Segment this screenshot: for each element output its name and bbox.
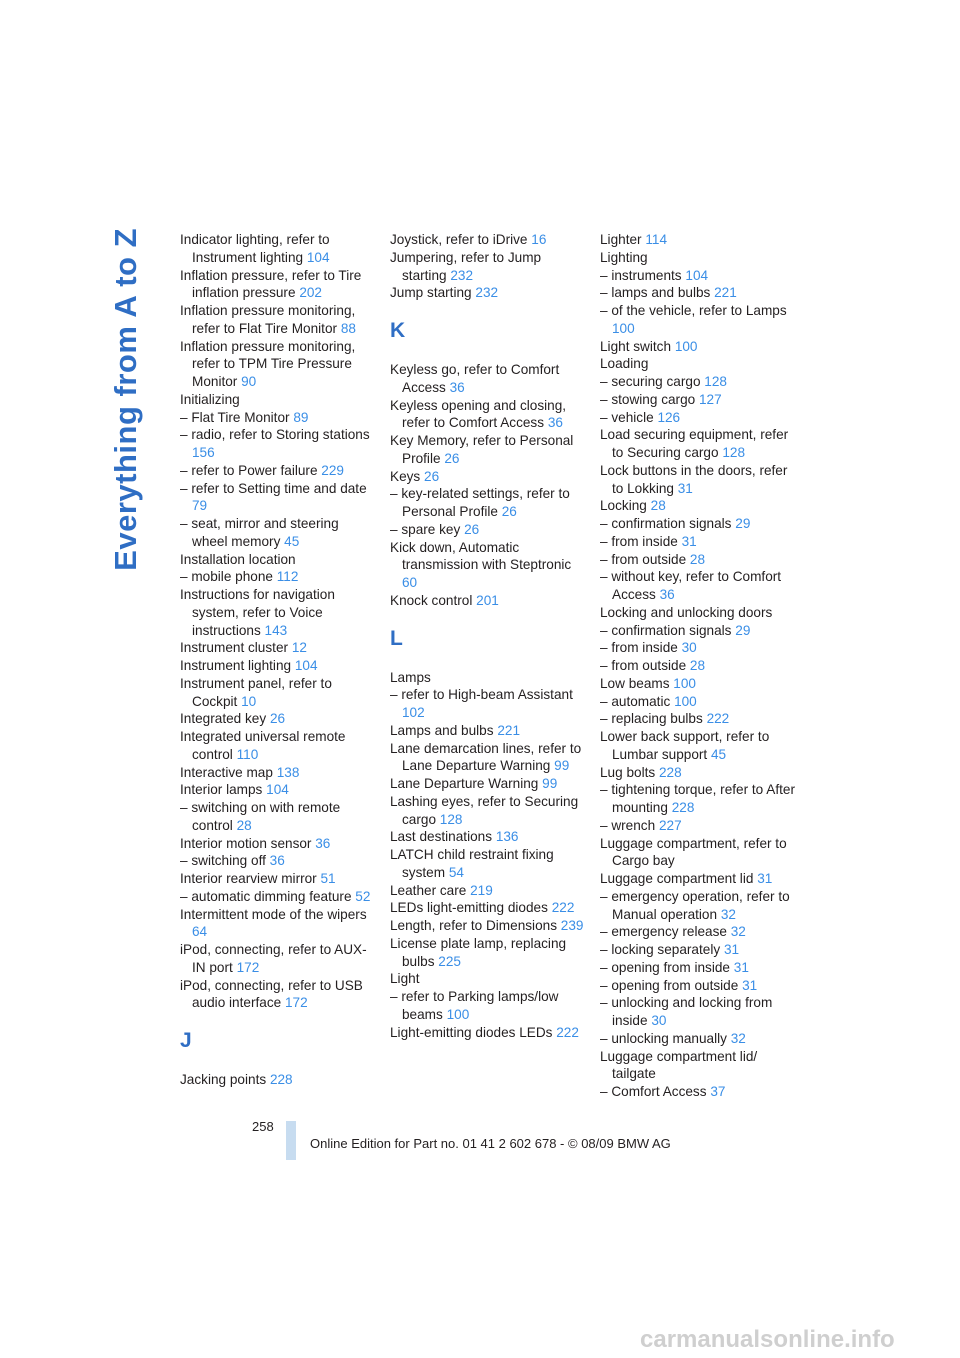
page-reference-link[interactable]: 232 xyxy=(475,285,499,301)
index-entry xyxy=(600,409,796,427)
index-entry xyxy=(600,391,796,409)
page-reference-link[interactable]: 172 xyxy=(284,995,308,1011)
page-reference-link[interactable]: 232 xyxy=(450,267,474,283)
index-entry-text: Lamps xyxy=(390,669,431,685)
index-entry xyxy=(180,906,376,942)
index-entry xyxy=(390,361,586,397)
index-entry-text: Knock control xyxy=(390,592,473,608)
index-entry-text: Jacking points xyxy=(180,1072,267,1087)
index-entry xyxy=(180,710,376,728)
page-reference-link[interactable]: 79 xyxy=(192,498,208,514)
index-entry-text: Instrument cluster xyxy=(180,640,289,656)
index-entry-text: Last destinations xyxy=(390,829,493,845)
page-reference-link[interactable]: 36 xyxy=(315,835,331,851)
index-entry xyxy=(600,923,796,941)
page-reference-link[interactable]: 26 xyxy=(464,521,480,537)
index-entry xyxy=(600,977,796,995)
index-entry-text: Installation location xyxy=(180,551,296,567)
index-entry xyxy=(600,249,796,267)
index-entry-text: Jump starting xyxy=(390,285,472,301)
index-entry-text: Lashing eyes, refer to Securing cargo xyxy=(390,793,579,827)
page-reference-link[interactable]: 36 xyxy=(547,415,563,431)
page-reference-link[interactable]: 10 xyxy=(241,693,257,709)
page-reference-link[interactable]: 64 xyxy=(192,924,208,940)
page-reference-link[interactable]: 29 xyxy=(735,622,751,638)
index-entry xyxy=(390,722,586,740)
page-reference-link[interactable]: 128 xyxy=(439,811,463,827)
index-entry-text: LATCH child restraint fixing system xyxy=(390,847,554,880)
index-entry-text: Inflation pressure monitoring, refer to TPM Tire Pressure Monitor xyxy=(180,338,356,389)
index-entry xyxy=(180,302,376,338)
index-entry-text: Leather care xyxy=(390,882,467,898)
page-reference-link[interactable]: 221 xyxy=(714,285,737,301)
page-reference-link[interactable]: 28 xyxy=(689,658,706,673)
index-entry xyxy=(390,539,586,592)
index-entry xyxy=(600,710,796,728)
page-reference-link[interactable]: 31 xyxy=(681,533,697,549)
index-entry-text: Lamps and bulbs xyxy=(390,722,494,738)
index-entry xyxy=(600,888,796,924)
index-entry-text: – vehicle xyxy=(600,409,654,425)
page-reference-link[interactable]: 229 xyxy=(321,462,344,478)
page-reference-link[interactable]: 222 xyxy=(551,900,575,916)
index-entry-text: Jumpering, refer to Jump starting xyxy=(390,249,542,283)
index-entry xyxy=(600,267,796,285)
index-entry-text: – automatic xyxy=(600,693,671,709)
index-entry-text: – of the vehicle, refer to Lamps xyxy=(600,303,787,318)
page-reference-link[interactable]: 31 xyxy=(733,959,749,975)
index-entry-text: – switching off xyxy=(180,853,266,869)
index-entry xyxy=(600,497,796,515)
index-entry xyxy=(180,568,376,586)
index-entry xyxy=(600,426,796,462)
index-entry-text: – opening from inside xyxy=(600,959,730,975)
index-entry xyxy=(390,284,586,302)
index-entry xyxy=(390,917,586,935)
index-entry-text: Length, refer to Dimensions xyxy=(390,918,557,933)
index-entry xyxy=(600,1048,796,1084)
page-reference-link[interactable]: 110 xyxy=(236,746,259,762)
page-reference-link[interactable]: 26 xyxy=(424,468,440,484)
page-reference-link[interactable]: 88 xyxy=(340,320,356,336)
index-entry xyxy=(390,828,586,846)
index-entry-text: – unlocking and locking from inside xyxy=(600,995,773,1028)
index-entry xyxy=(180,781,376,799)
page-reference-link[interactable]: 45 xyxy=(284,533,300,549)
index-entry-text: Light-emitting diodes LEDs xyxy=(390,1024,553,1040)
page-reference-link[interactable]: 127 xyxy=(699,391,722,407)
index-entry xyxy=(390,899,586,917)
index-entry xyxy=(390,988,586,1024)
index-entry-text: Joystick, refer to iDrive xyxy=(390,232,528,247)
index-entry-text: Lane demarcation lines, refer to Lane Departure Warning xyxy=(390,740,582,774)
index-entry xyxy=(180,941,376,977)
page-reference-link[interactable]: 104 xyxy=(266,782,289,798)
page-reference-link[interactable]: 26 xyxy=(501,504,517,519)
page-reference-link[interactable]: 37 xyxy=(710,1084,726,1099)
index-entry-text: – automatic dimming feature xyxy=(180,888,352,904)
index-entry-text: Interior rearview mirror xyxy=(180,871,317,886)
index-entry xyxy=(600,639,796,657)
index-entry xyxy=(180,835,376,853)
page-reference-link[interactable]: 99 xyxy=(542,776,558,791)
index-entry-text: iPod, connecting, refer to AUX-IN port xyxy=(180,942,367,975)
index-entry xyxy=(390,468,586,486)
section-letter-heading: L xyxy=(390,626,403,650)
page-reference-link[interactable]: 100 xyxy=(446,1006,470,1022)
page-reference-link[interactable]: 100 xyxy=(612,320,635,336)
index-entry-text: Interior motion sensor xyxy=(180,835,312,851)
index-entry-text: Integrated universal remote control xyxy=(180,729,346,762)
index-entry xyxy=(600,781,796,817)
index-entry xyxy=(180,515,376,551)
page-reference-link[interactable]: 28 xyxy=(650,498,666,514)
index-entry xyxy=(180,799,376,835)
index-entry-text: – stowing cargo xyxy=(600,391,696,407)
index-entry-text: Lane Departure Warning xyxy=(390,776,539,791)
index-entry-text: Keyless opening and closing, refer to Comfort Access xyxy=(390,397,567,431)
index-entry xyxy=(390,485,586,521)
index-entry-text: – from outside xyxy=(600,551,687,567)
page-reference-link[interactable]: 28 xyxy=(236,817,252,833)
index-entry xyxy=(600,817,796,835)
index-entry xyxy=(390,1024,586,1042)
index-entry xyxy=(180,870,376,888)
index-entry-text: – from outside xyxy=(600,658,687,673)
page-reference-link[interactable]: 136 xyxy=(495,829,519,845)
page-reference-link[interactable]: 32 xyxy=(730,924,746,940)
index-entry-text: Lighter xyxy=(600,232,642,247)
index-entry-text: Luggage compartment lid xyxy=(600,871,754,886)
page-reference-link[interactable]: 219 xyxy=(470,882,493,898)
index-entry-text: Luggage compartment, refer to Cargo bay xyxy=(600,835,787,869)
page-reference-link[interactable]: 89 xyxy=(293,409,309,425)
index-entry xyxy=(600,622,796,640)
page-reference-link[interactable]: 222 xyxy=(556,1024,579,1040)
index-entry xyxy=(390,882,586,900)
page-reference-link[interactable]: 222 xyxy=(706,711,730,727)
index-entry-text: – spare key xyxy=(390,521,461,537)
index-entry-text: Keyless go, refer to Comfort Access xyxy=(390,362,560,395)
index-entry xyxy=(600,231,796,249)
index-entry xyxy=(390,970,586,988)
index-entry xyxy=(180,391,376,409)
index-column-2 xyxy=(390,231,586,1041)
index-entry xyxy=(180,480,376,516)
page-reference-link[interactable]: 104 xyxy=(294,658,318,673)
page-reference-link[interactable]: 114 xyxy=(645,232,668,247)
index-entry-text: – confirmation signals xyxy=(600,622,732,638)
page-reference-link[interactable]: 128 xyxy=(704,374,727,389)
page-reference-link[interactable]: 172 xyxy=(236,959,260,975)
index-column-1 xyxy=(180,231,376,1089)
index-entry-text: – from inside xyxy=(600,640,678,656)
page-reference-link[interactable]: 112 xyxy=(276,569,299,585)
index-entry-text: Load securing equipment, refer to Securing cargo xyxy=(600,427,789,460)
page-reference-link[interactable]: 202 xyxy=(299,285,322,301)
page-reference-link[interactable]: 29 xyxy=(735,516,751,531)
index-entry xyxy=(600,1083,796,1101)
index-entry-text: – refer to Setting time and date xyxy=(180,480,367,496)
page-reference-link[interactable]: 104 xyxy=(306,249,330,265)
index-entry-text: Light switch xyxy=(600,338,672,354)
index-entry xyxy=(180,657,376,675)
index-entry xyxy=(600,693,796,711)
index-entry-text: Interactive map xyxy=(180,764,273,780)
index-entry-text: – refer to Parking lamps/low beams xyxy=(390,989,559,1022)
index-entry-text: Lighting xyxy=(600,249,648,265)
page-reference-link[interactable]: 228 xyxy=(658,764,682,780)
index-entry xyxy=(600,533,796,551)
index-entry xyxy=(600,302,796,338)
index-entry-text: – confirmation signals xyxy=(600,516,732,531)
page-reference-link[interactable]: 100 xyxy=(674,338,698,354)
index-entry xyxy=(390,935,586,971)
index-entry-text: LEDs light-emitting diodes xyxy=(390,900,548,916)
page-reference-link[interactable]: 51 xyxy=(320,871,336,886)
index-entry-text: Light xyxy=(390,971,420,987)
index-entry-text: – instruments xyxy=(600,267,682,283)
index-entry-text: Lower back support, refer to Lumbar support xyxy=(600,729,770,762)
section-letter-heading: K xyxy=(390,319,406,342)
index-entry-text: – refer to High-beam Assistant xyxy=(390,687,573,703)
index-entry xyxy=(600,728,796,764)
index-entry-text: – locking separately xyxy=(600,942,721,957)
index-entry xyxy=(600,355,796,373)
index-entry xyxy=(390,592,586,610)
index-entry-text: Intermittent mode of the wipers xyxy=(180,906,367,922)
index-entry xyxy=(600,338,796,356)
index-entry xyxy=(180,639,376,657)
index-entry xyxy=(180,551,376,569)
index-entry-text: – opening from outside xyxy=(600,977,739,993)
page-reference-link[interactable]: 30 xyxy=(651,1013,667,1028)
page-reference-link[interactable]: 239 xyxy=(560,918,584,933)
index-entry xyxy=(180,675,376,711)
page-reference-link[interactable]: 26 xyxy=(444,450,460,466)
index-entry-text: – emergency release xyxy=(600,924,727,940)
index-entry-text: – Comfort Access xyxy=(600,1084,707,1099)
page-reference-link[interactable]: 45 xyxy=(711,746,727,762)
page-reference-link[interactable]: 28 xyxy=(689,551,706,567)
page-reference-link[interactable]: 228 xyxy=(671,800,695,815)
index-entry xyxy=(600,284,796,302)
index-entry-text: – wrench xyxy=(600,817,656,833)
index-entry-text: – unlocking manually xyxy=(600,1030,727,1046)
index-entry-text: – seat, mirror and steering wheel memory xyxy=(180,516,339,549)
index-entry xyxy=(600,462,796,498)
index-entry-text: Inflation pressure monitoring, refer to Flat Tire Monitor xyxy=(180,303,356,336)
index-column-3 xyxy=(600,231,796,1101)
index-entry xyxy=(390,249,586,285)
index-entry-text: – refer to Power failure xyxy=(180,462,318,478)
page-reference-link[interactable]: 36 xyxy=(449,379,465,395)
index-entry-text: – switching on with remote control xyxy=(180,800,341,833)
page-reference-link[interactable]: 225 xyxy=(438,953,461,969)
index-entry xyxy=(600,551,796,569)
index-entry xyxy=(600,675,796,693)
page-reference-link[interactable]: 52 xyxy=(355,888,371,904)
page-reference-link[interactable]: 36 xyxy=(659,587,675,602)
index-entry xyxy=(390,432,586,468)
index-entry xyxy=(600,1030,796,1048)
index-entry-text: – securing cargo xyxy=(600,374,701,389)
page-reference-link[interactable]: 32 xyxy=(720,906,736,922)
page-reference-link[interactable]: 30 xyxy=(681,640,697,656)
index-entry-text: Luggage compartment lid/ tailgate xyxy=(600,1048,758,1082)
index-entry-text: – Flat Tire Monitor xyxy=(180,409,290,425)
page-reference-link[interactable]: 90 xyxy=(241,374,257,389)
index-entry xyxy=(180,586,376,639)
index-entry-text: Instructions for navigation system, refer to Voice instructions xyxy=(180,587,335,638)
index-entry-text: Keys xyxy=(390,468,421,484)
index-entry xyxy=(180,267,376,303)
index-entry-text: Indicator lighting, refer to Instrument lighting xyxy=(180,232,330,265)
index-entry-text: – without key, refer to Comfort Access xyxy=(600,569,782,602)
index-entry xyxy=(600,941,796,959)
index-entry-text: – key-related settings, refer to Personal Profile xyxy=(390,486,570,519)
index-entry-text: Locking and unlocking doors xyxy=(600,604,773,620)
index-entry xyxy=(600,657,796,675)
index-entry xyxy=(390,846,586,882)
page-reference-link[interactable]: 31 xyxy=(723,942,740,957)
index-entry-text: Lug bolts xyxy=(600,764,656,780)
index-entry xyxy=(180,426,376,462)
page-reference-link[interactable]: 99 xyxy=(554,758,570,774)
index-entry xyxy=(390,793,586,829)
page-reference-link[interactable]: 227 xyxy=(658,817,682,833)
page-reference-link[interactable]: 228 xyxy=(269,1072,293,1087)
index-entry-text: – lamps and bulbs xyxy=(600,285,711,301)
footer-accent-bar xyxy=(286,1121,296,1160)
index-entry-text: Locking xyxy=(600,498,647,514)
index-entry xyxy=(600,604,796,622)
index-entry-text: Interior lamps xyxy=(180,782,263,798)
section-letter-heading: J xyxy=(180,1029,192,1052)
index-entry xyxy=(390,397,586,433)
index-entry xyxy=(390,521,586,539)
index-entry-text: Lock buttons in the doors, refer to Lokking xyxy=(600,462,788,496)
index-entry-text: Inflation pressure, refer to Tire inflation pressure xyxy=(180,267,362,301)
index-entry-text: Integrated key xyxy=(180,711,267,727)
page-reference-link[interactable]: 31 xyxy=(742,977,758,993)
index-entry xyxy=(600,959,796,977)
index-entry xyxy=(600,373,796,391)
footer-edition-note: Online Edition for Part no. 01 41 2 602 678 - © 08/09 BMW AG xyxy=(310,1136,671,1151)
page-reference-link[interactable]: 31 xyxy=(757,871,773,886)
index-entry-text: iPod, connecting, refer to USB audio interface xyxy=(180,977,363,1011)
index-entry-text: Instrument panel, refer to Cockpit xyxy=(180,675,332,709)
index-entry-text: Key Memory, refer to Personal Profile xyxy=(390,433,574,466)
page-reference-link[interactable]: 104 xyxy=(685,267,709,283)
page-reference-link[interactable]: 201 xyxy=(476,592,499,608)
index-entry xyxy=(390,669,586,687)
index-entry xyxy=(390,686,586,722)
index-entry xyxy=(180,231,376,267)
index-entry-text: – radio, refer to Storing stations xyxy=(180,427,370,443)
page-reference-link[interactable]: 12 xyxy=(291,640,307,656)
index-entry-text: Loading xyxy=(600,356,649,372)
index-entry xyxy=(180,1071,376,1089)
index-entry xyxy=(390,740,586,776)
index-entry xyxy=(600,515,796,533)
page-reference-link[interactable]: 128 xyxy=(722,445,746,460)
index-entry-text: – replacing bulbs xyxy=(600,711,703,727)
index-entry xyxy=(180,338,376,391)
index-entry xyxy=(600,994,796,1030)
page-reference-link[interactable]: 221 xyxy=(497,722,521,738)
page-number: 258 xyxy=(252,1119,274,1134)
page-reference-link[interactable]: 100 xyxy=(674,693,697,709)
index-entry-text: – mobile phone xyxy=(180,569,273,585)
page-reference-link[interactable]: 100 xyxy=(673,675,696,691)
index-entry xyxy=(180,728,376,764)
index-entry xyxy=(180,977,376,1013)
page-reference-link[interactable]: 138 xyxy=(276,764,300,780)
index-entry-text: Low beams xyxy=(600,675,670,691)
index-entry-text: License plate lamp, replacing bulbs xyxy=(390,935,567,969)
index-entry xyxy=(180,852,376,870)
index-entry xyxy=(390,775,586,793)
index-entry-text: Instrument lighting xyxy=(180,658,292,673)
page-reference-link[interactable]: 60 xyxy=(402,575,418,590)
index-entry xyxy=(600,870,796,888)
sidebar-section-title: Everything from A to Z xyxy=(108,228,143,571)
page-reference-link[interactable]: 54 xyxy=(448,864,464,880)
page-reference-link[interactable]: 156 xyxy=(192,445,215,460)
page-reference-link[interactable]: 32 xyxy=(730,1030,746,1046)
index-entry xyxy=(180,764,376,782)
index-entry xyxy=(390,231,586,249)
index-entry-text: Kick down, Automatic transmission with Steptronic xyxy=(390,539,572,573)
page-reference-link[interactable]: 102 xyxy=(402,705,425,720)
index-entry-text: – emergency operation, refer to Manual operation xyxy=(600,888,790,922)
page-reference-link[interactable]: 36 xyxy=(269,853,285,869)
index-entry xyxy=(180,409,376,427)
page-reference-link[interactable]: 26 xyxy=(269,711,286,727)
page-reference-link[interactable]: 143 xyxy=(264,622,288,638)
index-entry-text: – from inside xyxy=(600,533,678,549)
page-reference-link[interactable]: 31 xyxy=(677,480,693,496)
index-entry xyxy=(600,764,796,782)
index-entry xyxy=(600,835,796,871)
index-entry-text: Initializing xyxy=(180,391,240,407)
index-entry xyxy=(180,888,376,906)
index-entry-text: – tightening torque, refer to After mounting xyxy=(600,782,795,815)
page-reference-link[interactable]: 126 xyxy=(657,409,681,425)
page-reference-link[interactable]: 16 xyxy=(531,232,547,247)
index-entry xyxy=(180,462,376,480)
index-entry xyxy=(600,568,796,604)
watermark: carmanualsonline.info xyxy=(640,1326,895,1353)
